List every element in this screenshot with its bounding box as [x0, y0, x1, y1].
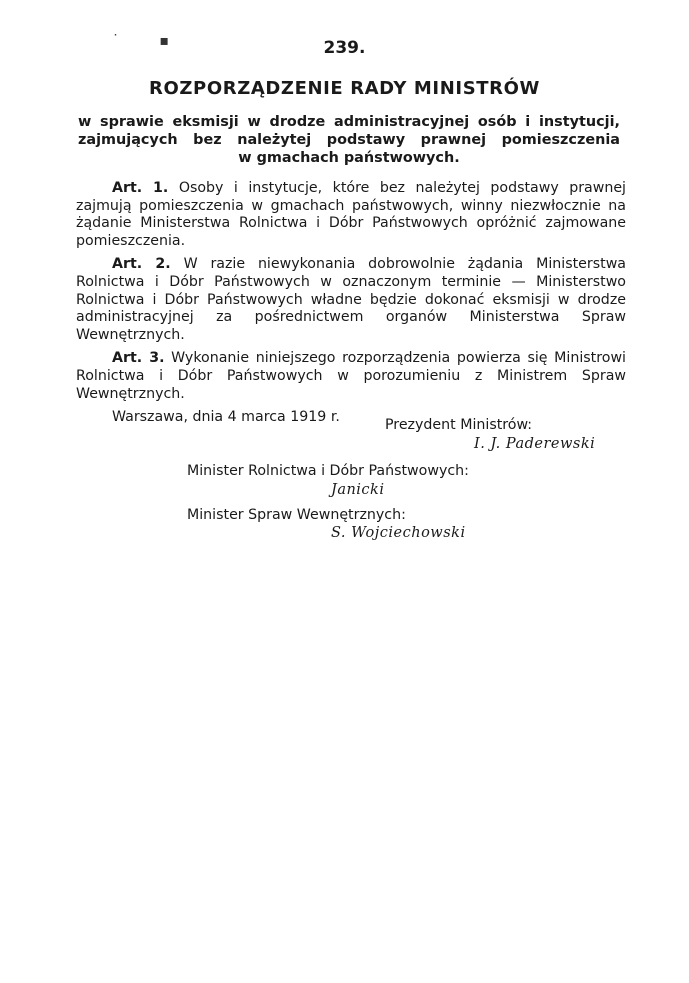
agriculture-minister-signature: Janicki [331, 482, 385, 498]
article-text: Osoby i instytucje, które bez należytej podstawy prawnej zajmują pomieszczenia w gmachach państwowych, winny niezwłocznie na żądanie Ministerstwa Rolnictwa i Dóbr Państwowych opróżnić zajmowane pomieszczenia. [76, 180, 627, 249]
document-subtitle [78, 113, 620, 167]
article-text: W razie niewykonania dobrowolnie żądania Ministerstwa Rolnictwa i Dóbr Państwowych w oznaczonym terminie — Ministerstwo Rolnictwa i Dóbr Państwowych władne będzie dokonać eksmisji w drodze administracyjnej za pośrednictwem organów Ministerstwa Spraw Wewnętrznych. [76, 256, 626, 343]
article-label: Art. 1. [112, 180, 169, 196]
article-text: Wykonanie niniejszego rozporządzenia powierza się Ministrowi Rolnictwa i Dóbr Państwowych w porozumieniu z Ministrem Spraw Wewnętrznych. [76, 350, 626, 402]
article-label: Art. 3. [112, 350, 165, 367]
agriculture-minister-title: Minister Rolnictwa i Dóbr Państwowych: [187, 463, 469, 479]
subtitle-line: w gmachach państwowych. [238, 150, 460, 166]
document-body [76, 180, 626, 427]
page-number: 239. [323, 38, 366, 58]
article-3 [76, 350, 626, 403]
article-1 [76, 180, 626, 250]
subtitle-line: w sprawie eksmisji w drodze administracyjnej osób i instytucji, [78, 114, 620, 130]
article-2 [76, 256, 626, 344]
document-title: ROZPORZĄDZENIE RADY MINISTRÓW [149, 78, 540, 99]
interior-minister-signature: S. Wojciechowski [331, 525, 466, 541]
scan-specks: ˙ ▪ [112, 33, 187, 49]
prime-minister-signature: I. J. Paderewski [474, 436, 596, 452]
date-line: Warszawa, dnia 4 marca 1919 r. [112, 409, 340, 426]
article-label: Art. 2. [112, 256, 171, 273]
prime-minister-title: Prezydent Ministrów: [385, 417, 533, 433]
interior-minister-title: Minister Spraw Wewnętrznych: [187, 507, 406, 523]
subtitle-line: zajmujących bez należytej podstawy prawnej pomieszczenia [78, 132, 620, 148]
